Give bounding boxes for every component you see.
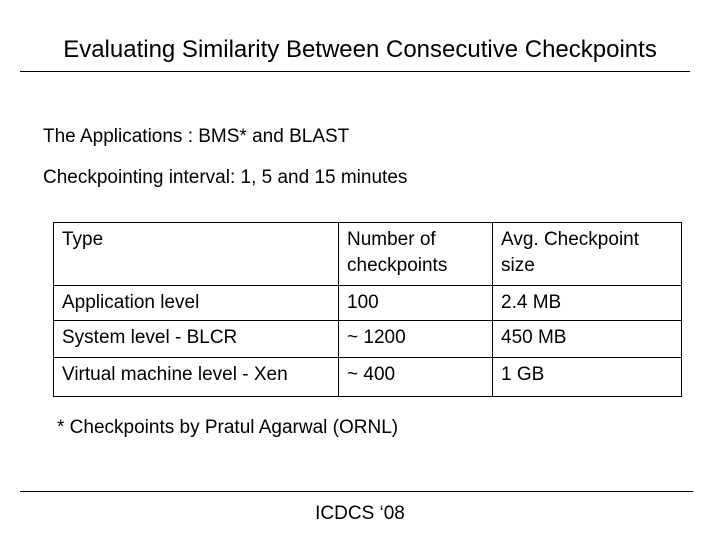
- interval-line: Checkpointing interval: 1, 5 and 15 minutes: [43, 167, 408, 188]
- header-avg-checkpoint-size: Avg. Checkpoint size: [493, 223, 682, 286]
- title-divider: [20, 71, 690, 72]
- footnote: * Checkpoints by Pratul Agarwal (ORNL): [57, 417, 399, 438]
- applications-line: The Applications : BMS* and BLAST: [43, 126, 350, 147]
- table-row: [54, 321, 682, 358]
- footer-divider: [20, 491, 693, 492]
- cell-count: ~ 400: [339, 358, 493, 397]
- table-row: [54, 286, 682, 321]
- checkpoint-table: [53, 222, 682, 397]
- table-row: [54, 358, 682, 397]
- cell-type: Application level: [54, 286, 339, 321]
- cell-size: 1 GB: [493, 358, 682, 397]
- header-type: Type: [54, 223, 339, 286]
- footer-text: ICDCS ‘08: [315, 503, 405, 524]
- cell-size: 450 MB: [493, 321, 682, 358]
- cell-type: Virtual machine level - Xen: [54, 358, 339, 397]
- cell-size: 2.4 MB: [493, 286, 682, 321]
- table-header-row: [54, 223, 682, 286]
- cell-type: System level - BLCR: [54, 321, 339, 358]
- cell-count: ~ 1200: [339, 321, 493, 358]
- cell-count: 100: [339, 286, 493, 321]
- slide-title: Evaluating Similarity Between Consecutive Checkpoints: [63, 36, 657, 63]
- header-number-of-checkpoints: Number of checkpoints: [339, 223, 493, 286]
